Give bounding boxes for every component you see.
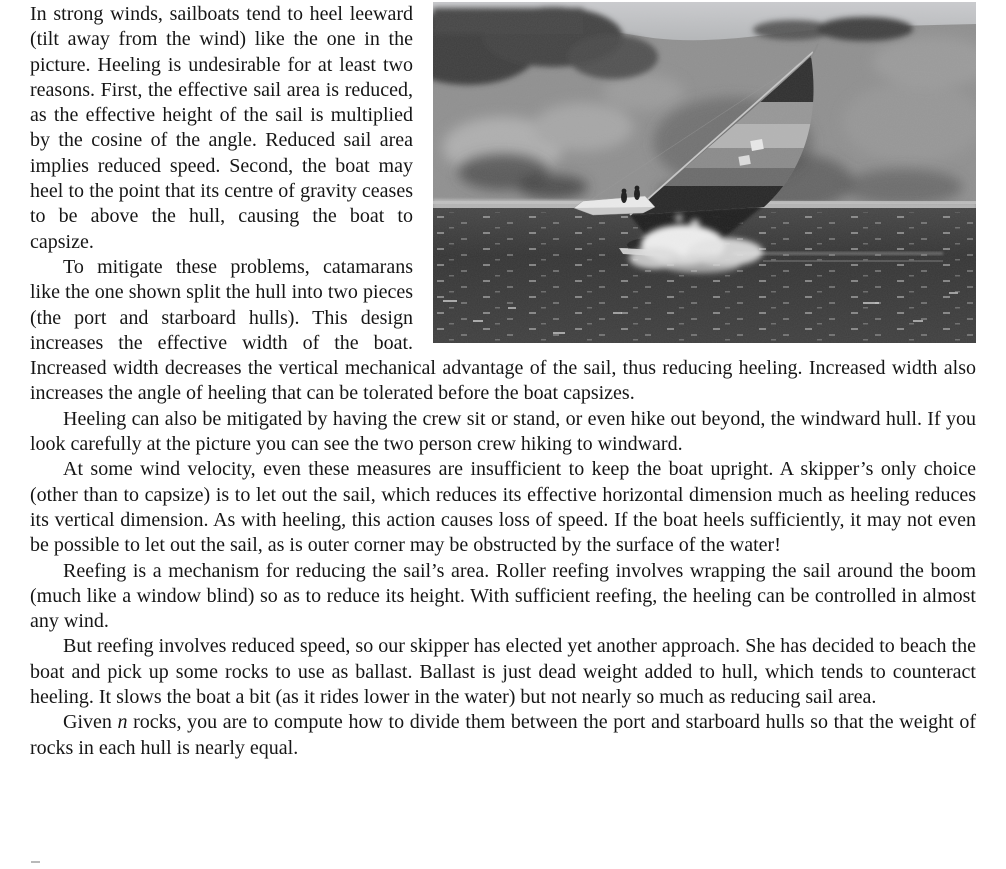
task-suffix: rocks, you are to compute how to divide them between the port and starboard hulls so that the weight of rocks in each hull is nearly equal. bbox=[30, 711, 976, 759]
paragraph-letting-out-sail: At some wind velocity, even these measures are insufficient to keep the boat upright. A skipper’s only choice (other than to capsize) is to let out the sail, which reduces its effective horizontal dimension much as heeling reduces its vertical dimension. As with heeling, this action causes loss of speed. If the boat heels sufficiently, it may not even be possible to let out the sail, as is outer corner may be obstructed by the surface of the water! bbox=[30, 458, 976, 557]
catamaran-photo-art bbox=[433, 2, 976, 343]
task-prefix: Given bbox=[63, 711, 118, 734]
paragraph-task bbox=[30, 710, 976, 761]
problem-statement-text bbox=[30, 2, 976, 761]
paragraph-reefing: Reefing is a mechanism for reducing the sail’s area. Roller reefing involves wrapping the sail around the boom (much like a window blind) so as to reduce its height. With sufficient reefing, the heeling can be controlled in almost any wind. bbox=[30, 559, 976, 633]
paragraph-heeling-intro: In strong winds, sailboats tend to heel leeward (tilt away from the wind) like the one in the picture. Heeling is undesirable for at least two reasons. First, the effective sail area is reduced, as the effective height of the sail is multiplied by the cosine of the angle. Reduced sail area implies reduced speed. Second, the boat may heel to the point that its centre of gravity ceases to be above the hull, causing the boat to capsize. bbox=[30, 3, 413, 253]
math-variable-n: n bbox=[117, 711, 128, 734]
paragraph-crew-hiking: Heeling can also be mitigated by having the crew sit or stand, or even hike out beyond, the windward hull. If you look carefully at the picture you can see the two person crew hiking to windward. bbox=[30, 407, 976, 456]
catamaran-photo bbox=[433, 2, 976, 343]
paragraph-catamaran-design: To mitigate these problems, catamarans like the one shown split the hull into two pieces (the port and starboard hulls). This design increases the effective width of the boat. Increased width decreases the vertical mechanical advantage of the sail, thus reducing heeling. Increased width also increases the angle of heeling that can be tolerated before the boat capsizes. bbox=[30, 255, 976, 405]
photo-grain bbox=[433, 2, 976, 343]
paragraph-ballast: But reefing involves reduced speed, so our skipper has elected yet another approach. She has decided to beach the boat and pick up some rocks to use as ballast. Ballast is just dead weight added to hull, which tends to counteract heeling. It slows the boat a bit (as it rides lower in the water) but not nearly so much as reducing sail area. bbox=[30, 635, 976, 709]
cutoff-text-fragment bbox=[31, 861, 40, 863]
